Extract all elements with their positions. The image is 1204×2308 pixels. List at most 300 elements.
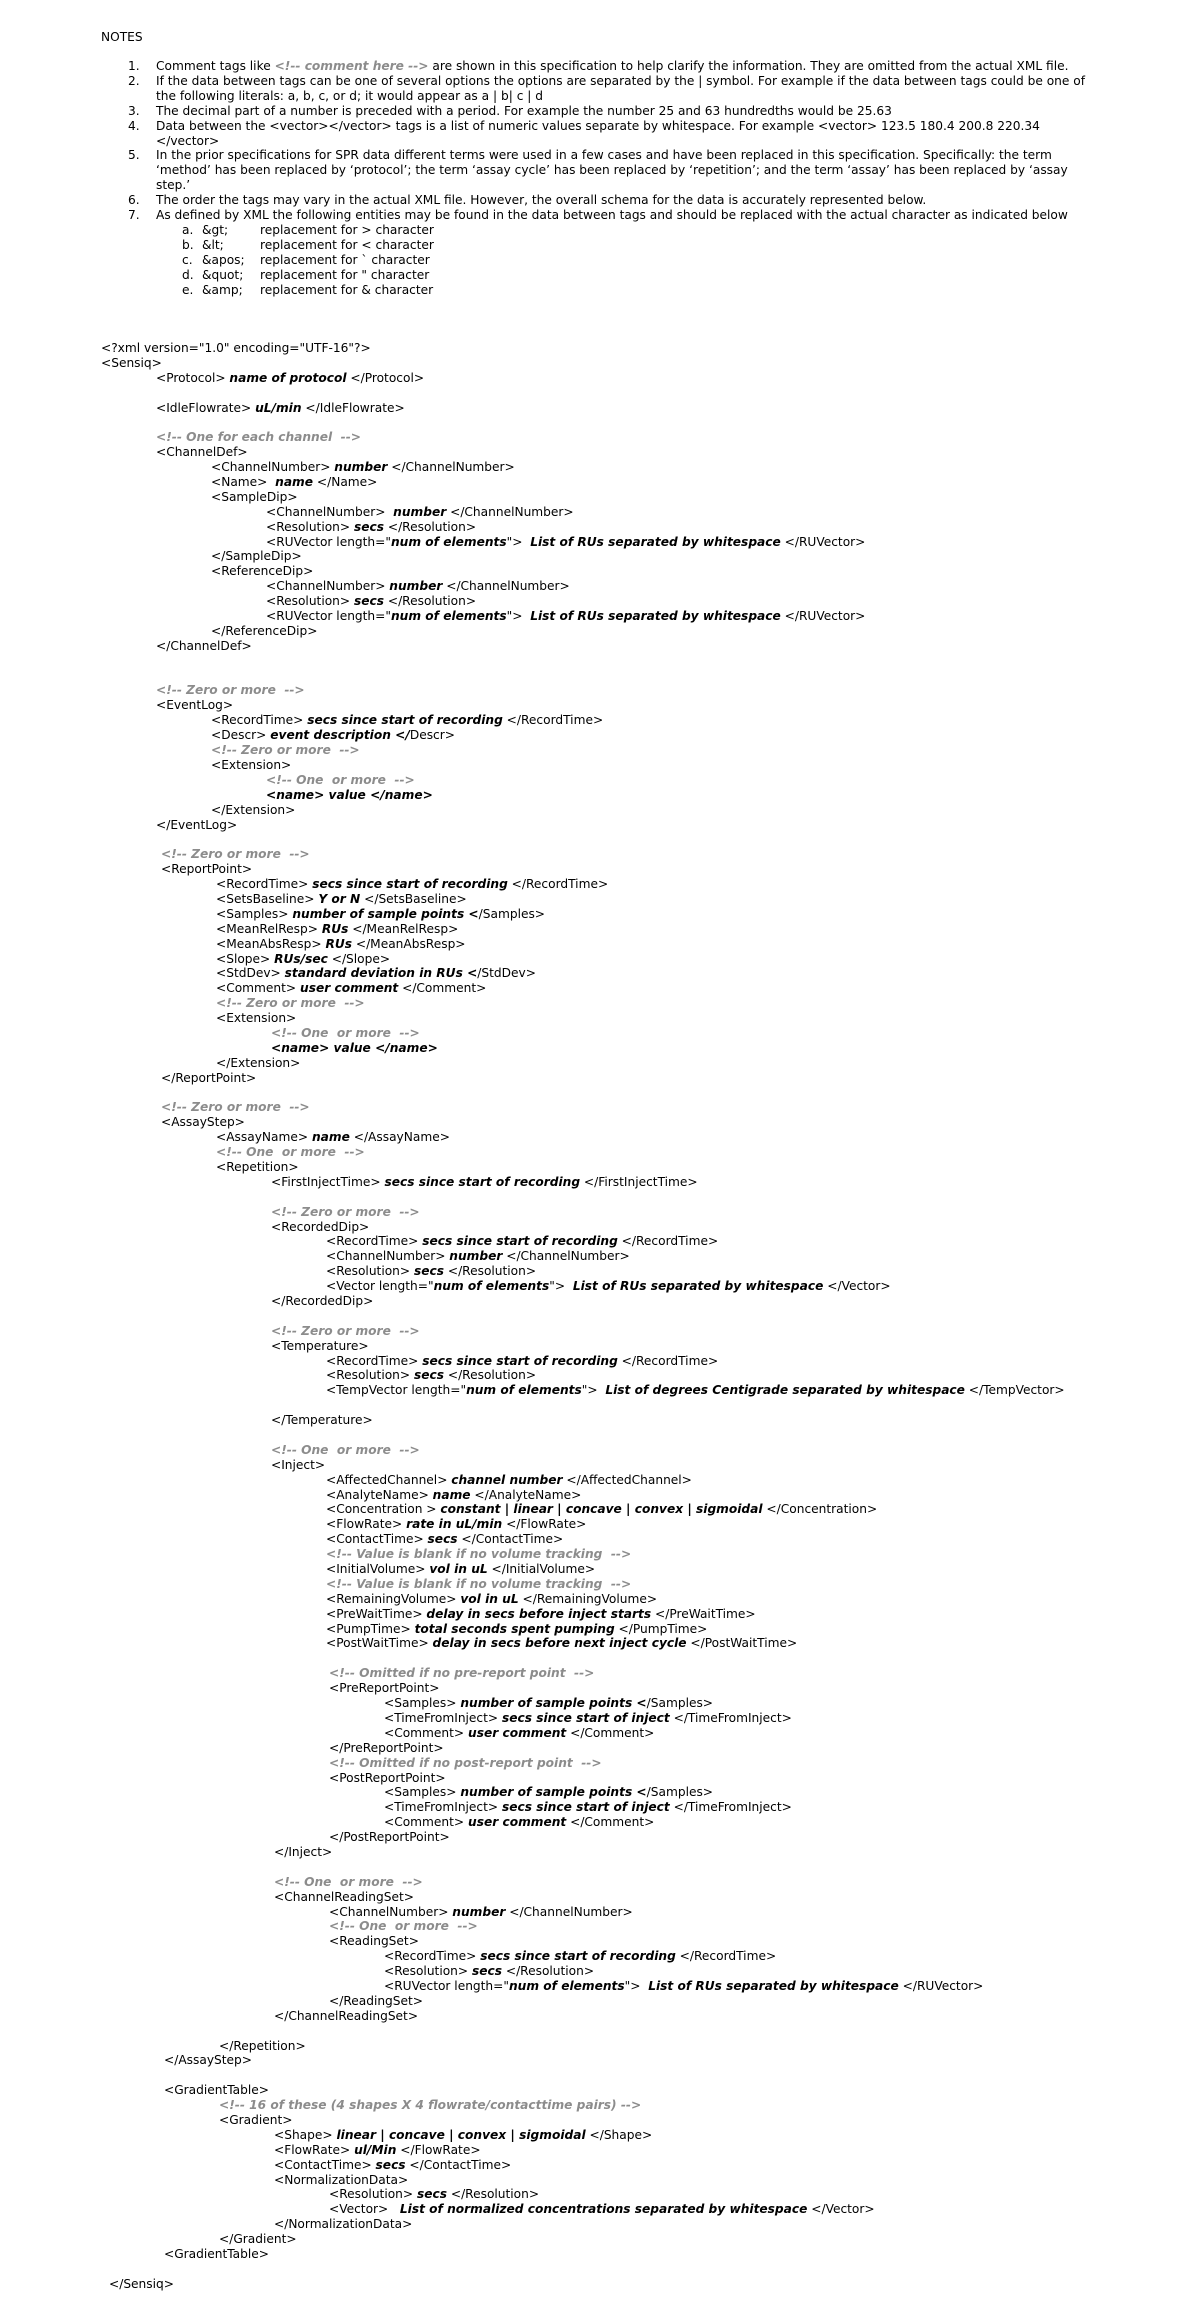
xml-tag-text: <Slope> <box>216 951 275 966</box>
xml-line <box>0 1502 1204 1517</box>
xml-tag-text: <GradientTable> <box>164 2247 269 2261</box>
xml-tag-text: <RUVector length=" <box>266 609 391 624</box>
xml-tag-text: </ChannelNumber> <box>502 1249 630 1264</box>
xml-tag-text: <Samples> <box>384 1696 461 1711</box>
note-text <box>156 59 1069 73</box>
xml-line <box>0 1130 1204 1145</box>
placeholder-value: uL/min <box>255 400 302 415</box>
xml-tag-text: <Resolution> <box>326 1264 414 1279</box>
entity-letter: e. <box>182 282 194 297</box>
placeholder-value: rate in uL/min <box>406 1517 503 1532</box>
xml-tag-text: <RecordTime> <box>211 713 308 728</box>
xml-line <box>0 1785 1204 1800</box>
placeholder-value: delay in secs before inject starts <box>426 1606 652 1621</box>
xml-tag-text: </Resolution> <box>446 2187 540 2202</box>
placeholder-value: List of normalized concentrations separated by whitespace <box>399 2202 808 2217</box>
xml-tag-text: </Slope> <box>327 951 391 966</box>
xml-tag-text: <SampleDip> <box>211 489 298 504</box>
placeholder-value: delay in secs before next inject cycle <box>432 1636 687 1651</box>
xml-line <box>0 1279 1204 1294</box>
blank-line <box>0 2262 1204 2277</box>
xml-line <box>0 981 1204 996</box>
xml-tag-text: <StdDev> <box>216 966 285 981</box>
xml-tag-text: </ChannelNumber> <box>446 504 574 519</box>
xml-tag-text: /StdDev> <box>477 966 536 981</box>
placeholder-value: secs since start of recording <box>384 1174 581 1189</box>
xml-line <box>0 639 1204 654</box>
placeholder-value: linear | concave | convex | sigmoidal <box>336 2127 586 2142</box>
note-number: 3. <box>128 103 140 118</box>
note-text <box>156 119 1040 148</box>
xml-tag-text: As defined by XML the following entities may be found in the data between tags and should be replaced with the actual character as indicated below <box>156 208 1068 223</box>
xml-tag-text: </FlowRate> <box>396 2142 481 2157</box>
xml-line <box>0 892 1204 907</box>
blank-line <box>0 2024 1204 2039</box>
xml-tag-text: </RecordedDip> <box>271 1294 374 1308</box>
placeholder-value: user comment <box>300 981 399 996</box>
placeholder-value: secs since start of inject <box>502 1710 670 1725</box>
xml-tag-text: </Resolution> <box>383 519 477 534</box>
xml-tag-text: <InitialVolume> <box>326 1562 430 1577</box>
xml-line <box>0 1890 1204 1905</box>
xml-line <box>0 1354 1204 1369</box>
xml-tag-text: </SampleDip> <box>211 549 302 564</box>
xml-line <box>0 1532 1204 1547</box>
xml-comment: <!-- Zero or more --> <box>156 683 305 698</box>
xml-line <box>0 2113 1204 2128</box>
xml-line <box>0 728 1204 743</box>
xml-tag-text: <ReportPoint> <box>161 862 253 877</box>
note-item <box>101 193 1101 208</box>
xml-tag-text: </MeanRelResp> <box>348 921 459 936</box>
placeholder-value: vol in uL <box>460 1591 519 1606</box>
xml-tag-text: <Temperature> <box>271 1338 369 1353</box>
xml-tag-text: <Repetition> <box>216 1159 299 1174</box>
xml-tag-text: <IdleFlowrate> <box>156 400 256 415</box>
xml-line <box>0 966 1204 981</box>
xml-tag-text: </PreReportPoint> <box>329 1740 444 1755</box>
placeholder-value: secs <box>413 1264 444 1279</box>
placeholder-value: secs <box>416 2187 447 2202</box>
xml-tag-text: </AffectedChannel> <box>562 1472 692 1487</box>
xml-tag-text: </ChannelDef> <box>156 638 252 653</box>
note-text <box>156 193 926 207</box>
blank-line <box>0 1428 1204 1443</box>
placeholder-value: num of elements <box>390 609 507 624</box>
xml-tag-text: <Vector length=" <box>326 1279 434 1294</box>
xml-tag-text: <ContactTime> <box>326 1532 428 1547</box>
blank-line <box>0 654 1204 669</box>
xml-tag-text: <PreWaitTime> <box>326 1606 427 1621</box>
xml-line <box>0 475 1204 490</box>
xml-tag-text: Descr> <box>409 728 455 743</box>
xml-comment: <!-- Zero or more --> <box>161 847 310 862</box>
xml-tag-text: </Name> <box>313 475 378 490</box>
xml-tag-text: <Resolution> <box>384 1964 472 1979</box>
placeholder-value: number of sample points < <box>460 1696 647 1711</box>
xml-line <box>0 2173 1204 2188</box>
xml-tag-text: </RecordTime> <box>617 1234 719 1249</box>
xml-tag-text: <AnalyteName> <box>326 1487 433 1502</box>
notes-title: NOTES <box>101 30 143 44</box>
xml-line <box>0 1562 1204 1577</box>
xml-line <box>0 803 1204 818</box>
xml-tag-text: </Inject> <box>274 1844 333 1859</box>
xml-tag-text: "> <box>549 1279 573 1294</box>
xml-tag-text: <Resolution> <box>266 519 354 534</box>
xml-tag-text: <ChannelNumber> <box>326 1249 450 1264</box>
xml-tag-text: </ChannelNumber> <box>442 579 570 594</box>
xml-line <box>0 1964 1204 1979</box>
xml-line <box>0 698 1204 713</box>
xml-line <box>0 1994 1204 2009</box>
placeholder-value: List of RUs separated by whitespace <box>572 1279 824 1294</box>
xml-tag-text: <ChannelNumber> <box>266 504 394 519</box>
xml-tag-text: <ChannelNumber> <box>329 1904 453 1919</box>
placeholder-value: name of protocol <box>229 370 347 385</box>
xml-tag-text: <Samples> <box>216 906 293 921</box>
xml-tag-text: <PostReportPoint> <box>329 1770 446 1785</box>
note-text <box>156 74 1085 103</box>
placeholder-value: number <box>334 460 388 475</box>
xml-tag-text: <Sensiq> <box>101 355 162 370</box>
xml-tag-text: <AffectedChannel> <box>326 1472 452 1487</box>
note-number: 2. <box>128 73 140 88</box>
xml-tag-text: </RUVector> <box>898 1978 984 1993</box>
entity-description: replacement for > character <box>260 222 434 237</box>
xml-tag-text: <?xml version="1.0" encoding="UTF-16"?> <box>101 341 371 355</box>
blank-line <box>0 1086 1204 1101</box>
xml-line <box>0 549 1204 564</box>
xml-tag-text: </ContactTime> <box>457 1532 564 1547</box>
blank-line <box>0 832 1204 847</box>
xml-tag-text: <TempVector length=" <box>326 1383 467 1398</box>
placeholder-value: secs since start of recording <box>307 713 503 728</box>
xml-line <box>0 1622 1204 1637</box>
xml-line <box>0 2247 1204 2262</box>
xml-tag-text: <Gradient> <box>219 2112 293 2127</box>
xml-line <box>0 996 1204 1011</box>
xml-comment: <!-- Value is blank if no volume tracking --> <box>326 1576 632 1591</box>
xml-line <box>0 1056 1204 1071</box>
xml-tag-text: <FirstInjectTime> <box>271 1174 385 1189</box>
note-number: 4. <box>128 118 140 133</box>
entity-code: &quot; <box>202 267 244 282</box>
placeholder-value: secs <box>353 519 384 534</box>
entity-letter: c. <box>182 252 193 267</box>
placeholder-value: RUs/sec <box>274 951 328 966</box>
placeholder-value: <name> value </name> <box>271 1040 438 1055</box>
xml-tag-text: </Extension> <box>211 802 296 817</box>
entity-item <box>182 253 1101 268</box>
placeholder-value: secs <box>471 1964 502 1979</box>
placeholder-value: Y or N <box>318 891 361 906</box>
xml-line <box>0 505 1204 520</box>
xml-tag-text: If the data between tags can be one of several options the options are separated by the | symbol. For example if the data between tags could be one of the following literals: a, b, c, or d; it would appear as a | b| c | d <box>156 73 1085 103</box>
xml-tag-text: Comment tags like <box>156 59 275 73</box>
xml-line <box>0 490 1204 505</box>
xml-tag-text: <FlowRate> <box>326 1517 407 1532</box>
xml-tag-text: </ChannelNumber> <box>505 1904 633 1919</box>
xml-tag-text: </RecordTime> <box>507 877 609 892</box>
xml-line <box>0 1264 1204 1279</box>
xml-tag-text: <MeanAbsResp> <box>216 936 326 951</box>
xml-tag-text: </RecordTime> <box>502 713 604 728</box>
xml-tag-text: <RUVector length=" <box>384 1978 509 1993</box>
placeholder-value: number of sample points < <box>460 1785 647 1800</box>
xml-comment: <!-- Zero or more --> <box>161 1100 310 1115</box>
xml-line <box>0 1830 1204 1845</box>
xml-line <box>0 2158 1204 2173</box>
note-item <box>101 104 1101 119</box>
xml-tag-text: <AssayStep> <box>161 1115 245 1130</box>
note-number: 1. <box>128 59 140 73</box>
xml-tag-text: <Comment> <box>384 1725 469 1740</box>
xml-tag-text: </Temperature> <box>271 1413 373 1428</box>
xml-comment: <!-- One or more --> <box>271 1025 420 1040</box>
placeholder-value: number <box>393 504 447 519</box>
entity-code: &amp; <box>202 282 243 297</box>
note-text <box>156 104 892 118</box>
placeholder-value: name <box>432 1487 471 1502</box>
xml-tag-text: "> <box>506 534 531 549</box>
xml-comment: <!-- One or more --> <box>329 1919 478 1934</box>
entity-item <box>182 223 1101 238</box>
xml-line <box>0 2009 1204 2024</box>
xml-line <box>0 1205 1204 1220</box>
xml-comment: <!-- Omitted if no pre-report point --> <box>329 1666 595 1681</box>
xml-line <box>0 1413 1204 1428</box>
xml-tag-text: <Samples> <box>384 1785 461 1800</box>
xml-line <box>0 1636 1204 1651</box>
xml-tag-text: <ChannelDef> <box>156 445 248 460</box>
entity-description: replacement for < character <box>260 237 434 252</box>
xml-tag-text: <PreReportPoint> <box>329 1681 440 1696</box>
xml-tag-text: <Extension> <box>211 757 292 772</box>
xml-line <box>0 743 1204 758</box>
xml-line <box>0 520 1204 535</box>
placeholder-value: total seconds spent pumping <box>414 1621 615 1636</box>
note-text <box>156 148 1068 192</box>
xml-tag-text: </ReportPoint> <box>161 1070 257 1085</box>
xml-tag-text: In the prior specifications for SPR data different terms were used in a few cases and have been replaced in this specification. Specifically: the term ‘method’ has been replaced by ‘protocol’; the term ‘assay cycle’ has been replaced by ‘repetition’; and the term ‘assay’ has been replaced by ‘assay step.’ <box>156 148 1068 193</box>
placeholder-value: constant | linear | concave | convex | sigmoidal <box>440 1502 763 1517</box>
xml-line <box>0 1443 1204 1458</box>
xml-line <box>0 445 1204 460</box>
xml-line <box>0 1026 1204 1041</box>
xml-tag-text: </Protocol> <box>346 370 425 385</box>
xml-tag-text: </Vector> <box>807 2202 875 2217</box>
note-number: 5. <box>128 148 140 163</box>
xml-line <box>0 683 1204 698</box>
xml-tag-text: <Extension> <box>216 1011 297 1026</box>
xml-tag-text: </NormalizationData> <box>274 2217 413 2232</box>
xml-schema-block <box>0 341 1204 2292</box>
xml-tag-text: <FlowRate> <box>274 2142 355 2157</box>
xml-tag-text: </FirstInjectTime> <box>580 1174 698 1189</box>
xml-line <box>0 535 1204 550</box>
placeholder-value: secs since start of recording <box>422 1234 618 1249</box>
xml-tag-text: </PreWaitTime> <box>651 1606 756 1621</box>
blank-line <box>0 415 1204 430</box>
xml-line <box>0 1696 1204 1711</box>
xml-comment: <!-- One or more --> <box>266 772 415 787</box>
xml-line <box>0 1815 1204 1830</box>
xml-tag-text: </TempVector> <box>964 1383 1065 1398</box>
placeholder-value: event description </ <box>270 728 410 743</box>
placeholder-value: List of RUs separated by whitespace <box>530 534 781 549</box>
xml-tag-text: <RecordTime> <box>384 1949 481 1964</box>
xml-line <box>0 1681 1204 1696</box>
xml-tag-text: <Shape> <box>274 2127 337 2142</box>
placeholder-value: user comment <box>468 1725 567 1740</box>
xml-tag-text: <Protocol> <box>156 370 230 385</box>
placeholder-value: secs <box>413 1368 444 1383</box>
xml-tag-text: <RemainingVolume> <box>326 1591 461 1606</box>
xml-comment: <!-- comment here --> <box>274 59 429 73</box>
xml-tag-text: The order the tags may vary in the actual XML file. However, the overall schema for the data is accurately represented below. <box>156 193 927 208</box>
xml-line <box>0 1949 1204 1964</box>
placeholder-value: secs since start of recording <box>312 877 508 892</box>
blank-line <box>0 2068 1204 2083</box>
entity-description: replacement for & character <box>260 282 434 297</box>
entity-code: &lt; <box>202 237 224 252</box>
xml-tag-text: </PumpTime> <box>614 1621 708 1636</box>
xml-tag-text: <GradientTable> <box>164 2083 269 2098</box>
xml-line <box>0 877 1204 892</box>
xml-line <box>0 773 1204 788</box>
xml-line <box>0 1041 1204 1056</box>
xml-tag-text: <RecordTime> <box>326 1234 423 1249</box>
xml-line <box>0 564 1204 579</box>
xml-tag-text: <TimeFromInject> <box>384 1710 502 1725</box>
xml-tag-text: </Concentration> <box>762 1502 878 1517</box>
xml-tag-text: <Inject> <box>271 1457 326 1472</box>
xml-line <box>0 341 1204 356</box>
xml-tag-text: <Name> <box>211 475 276 490</box>
xml-comment: <!-- Zero or more --> <box>271 1204 420 1219</box>
xml-tag-text: "> <box>581 1383 606 1398</box>
xml-line <box>0 952 1204 967</box>
xml-tag-text: Data between the <vector></vector> tags is a list of numeric values separate by whitespace. For example <vector> 123.5 180.4 200.8 220.34 </vector> <box>156 118 1040 148</box>
xml-comment: <!-- Zero or more --> <box>211 743 360 758</box>
xml-line <box>0 1115 1204 1130</box>
entity-description: replacement for " character <box>260 267 430 282</box>
entity-code: &gt; <box>202 222 229 237</box>
xml-line <box>0 1145 1204 1160</box>
xml-line <box>0 1324 1204 1339</box>
entity-item <box>182 238 1101 253</box>
placeholder-value: standard deviation in RUs < <box>284 966 478 981</box>
xml-line <box>0 609 1204 624</box>
xml-line <box>0 922 1204 937</box>
xml-line <box>0 1979 1204 1994</box>
xml-tag-text: </IdleFlowrate> <box>301 400 405 415</box>
xml-line <box>0 2128 1204 2143</box>
xml-tag-text: </TimeFromInject> <box>669 1800 792 1815</box>
xml-tag-text: </ChannelNumber> <box>387 460 515 475</box>
xml-tag-text: </AssayName> <box>349 1130 450 1145</box>
xml-line <box>0 1368 1204 1383</box>
xml-line <box>0 818 1204 833</box>
xml-line <box>0 2053 1204 2068</box>
blank-line <box>0 1309 1204 1324</box>
xml-comment: <!-- One or more --> <box>216 1145 365 1160</box>
xml-tag-text: <Resolution> <box>329 2187 417 2202</box>
placeholder-value: List of degrees Centigrade separated by whitespace <box>605 1383 965 1398</box>
xml-tag-text: <Resolution> <box>326 1368 414 1383</box>
entity-list <box>182 223 1101 298</box>
xml-line <box>0 1100 1204 1115</box>
note-item <box>101 148 1101 193</box>
xml-tag-text: <RecordTime> <box>216 877 313 892</box>
xml-line <box>0 2083 1204 2098</box>
xml-comment: <!-- Zero or more --> <box>216 996 365 1011</box>
xml-line <box>0 579 1204 594</box>
xml-line <box>0 758 1204 773</box>
placeholder-value: vol in uL <box>429 1562 488 1577</box>
xml-line <box>0 1175 1204 1190</box>
entity-description: replacement for ` character <box>260 252 430 267</box>
xml-tag-text: <ContactTime> <box>274 2157 376 2172</box>
xml-tag-text: </MeanAbsResp> <box>351 936 466 951</box>
xml-tag-text: </ReferenceDip> <box>211 623 318 638</box>
xml-line <box>0 1458 1204 1473</box>
xml-line <box>0 1607 1204 1622</box>
xml-line <box>0 1934 1204 1949</box>
xml-line <box>0 937 1204 952</box>
placeholder-value: RUs <box>321 921 349 936</box>
xml-tag-text: <MeanRelResp> <box>216 921 322 936</box>
xml-tag-text: </EventLog> <box>156 817 238 832</box>
note-item <box>101 208 1101 297</box>
placeholder-value: List of RUs separated by whitespace <box>530 609 781 624</box>
xml-line <box>0 1160 1204 1175</box>
placeholder-value: RUs <box>325 936 352 951</box>
xml-comment: <!-- Value is blank if no volume tracking --> <box>326 1547 632 1562</box>
xml-line <box>0 1517 1204 1532</box>
xml-line <box>0 1666 1204 1681</box>
xml-tag-text: </Comment> <box>566 1725 655 1740</box>
xml-tag-text: </Gradient> <box>219 2232 297 2247</box>
xml-tag-text: <RecordTime> <box>326 1353 423 1368</box>
placeholder-value: num of elements <box>390 534 507 549</box>
xml-tag-text: </PostWaitTime> <box>686 1636 798 1651</box>
xml-tag-text: <ChannelNumber> <box>266 579 390 594</box>
xml-tag-text: </Repetition> <box>219 2038 306 2053</box>
xml-line <box>0 907 1204 922</box>
xml-tag-text: </Resolution> <box>383 594 477 609</box>
xml-line <box>0 1577 1204 1592</box>
xml-tag-text: <ChannelNumber> <box>211 460 335 475</box>
xml-line <box>0 1547 1204 1562</box>
placeholder-value: List of RUs separated by whitespace <box>648 1978 899 1993</box>
xml-tag-text: </RecordTime> <box>617 1353 719 1368</box>
xml-line <box>0 847 1204 862</box>
note-item <box>101 74 1101 104</box>
xml-tag-text: <Descr> <box>211 728 271 743</box>
xml-line <box>0 356 1204 371</box>
xml-line <box>0 2232 1204 2247</box>
xml-line <box>0 594 1204 609</box>
xml-tag-text: are shown in this specification to help clarify the information. They are omitted from the actual XML file. <box>428 59 1069 73</box>
xml-line <box>0 1905 1204 1920</box>
placeholder-value: number of sample points < <box>292 906 479 921</box>
xml-tag-text: </RecordTime> <box>675 1949 777 1964</box>
placeholder-value: secs since start of recording <box>480 1949 676 1964</box>
xml-line <box>0 2187 1204 2202</box>
xml-tag-text: /Samples> <box>646 1696 714 1711</box>
